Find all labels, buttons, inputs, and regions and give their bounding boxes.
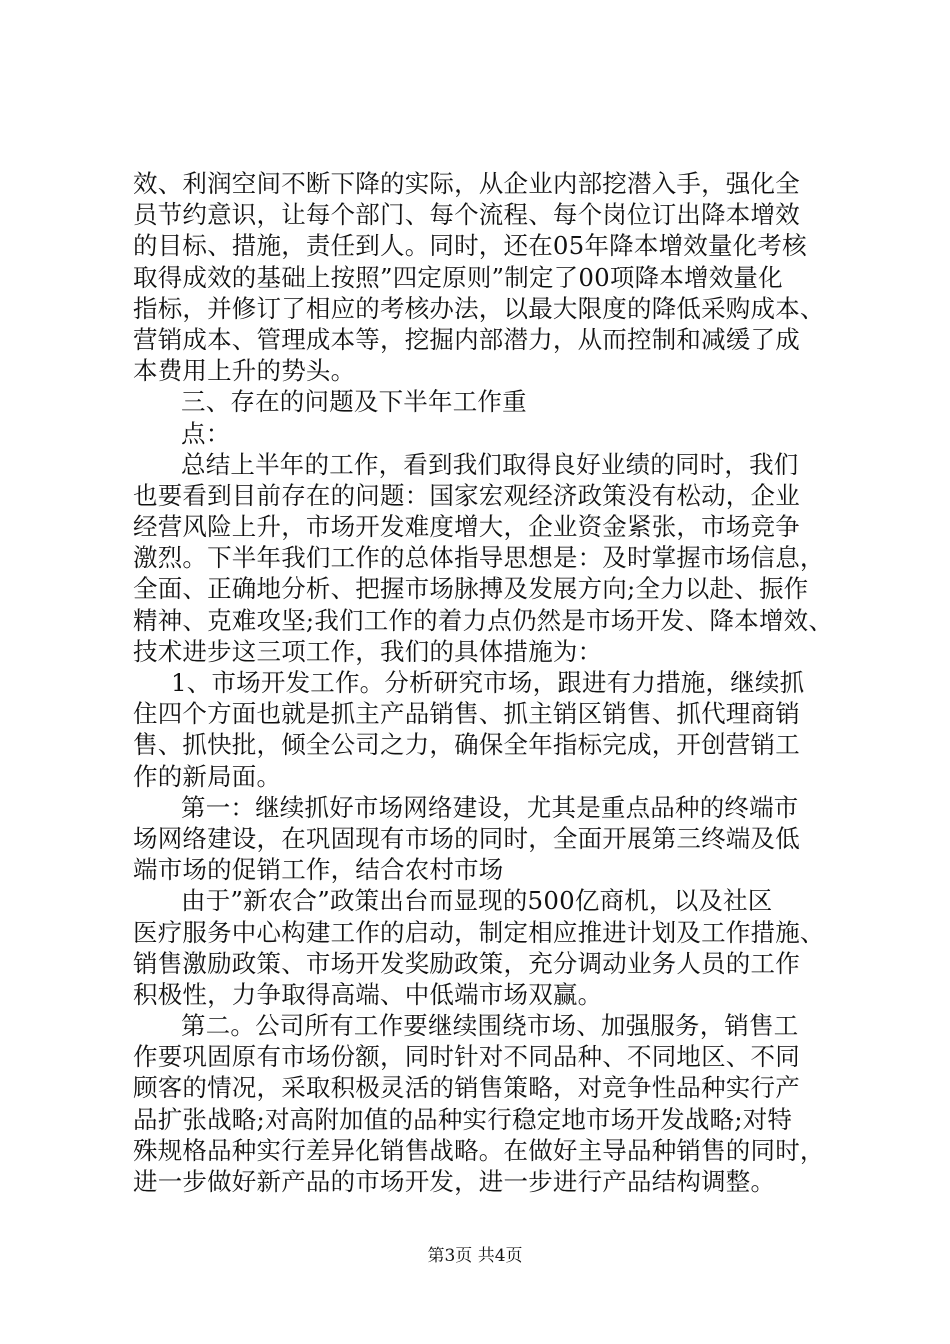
- text-line: 住四个方面也就是抓主产品销售、抓主销区销售、抓代理商销: [133, 699, 800, 729]
- text-line: 效、利润空间不断下降的实际，从企业内部挖潜入手，强化全: [133, 169, 800, 198]
- text-line: 端市场的促销工作，结合农村市场: [133, 855, 504, 885]
- text-line: 激烈。下半年我们工作的总体指导思想是：及时掌握市场信息，: [133, 543, 825, 573]
- numbered-item: 1、市场开发工作。分析研究市场，跟进有力措施，继续抓: [171, 668, 805, 697]
- text-line: 作要巩固原有市场份额，同时针对不同品种、不同地区、不同: [133, 1042, 800, 1072]
- section-heading-continued: 点：: [181, 418, 231, 448]
- text-line: 顾客的情况，采取积极灵活的销售策略，对竞争性品种实行产: [133, 1073, 800, 1103]
- text-line: 技术进步这三项工作，我们的具体措施为：: [133, 636, 603, 666]
- text-line: 售、抓快批，倾全公司之力，确保全年指标完成，开创营销工: [133, 730, 800, 760]
- text-line: 销售激励政策、市场开发奖励政策，充分调动业务人员的工作: [133, 948, 800, 978]
- text-line: 作的新局面。: [133, 761, 282, 791]
- document-body: [133, 168, 853, 1197]
- text-line: 全面、正确地分析、把握市场脉搏及发展方向;全力以赴、振作: [133, 574, 809, 604]
- text-line: 第二。公司所有工作要继续围绕市场、加强服务，销售工: [181, 1011, 799, 1041]
- page-number: 第3页 共4页: [427, 1246, 523, 1266]
- text-line: 第一：继续抓好市场网络建设，尤其是重点品种的终端市: [181, 792, 799, 822]
- text-line: 营销成本、管理成本等，挖掘内部潜力，从而控制和减缓了成: [133, 324, 800, 354]
- text-line: 医疗服务中心构建工作的启动，制定相应推进计划及工作措施、: [133, 917, 825, 947]
- text-line: 由于”新农合”政策出台而显现的500亿商机，以及社区: [181, 886, 773, 916]
- text-line: 本费用上升的势头。: [133, 356, 356, 386]
- text-line: 指标，并修订了相应的考核办法，以最大限度的降低采购成本、: [133, 293, 825, 323]
- text-line: 精神、克难攻坚;我们工作的着力点仍然是市场开发、降本增效、: [133, 605, 834, 635]
- text-line: 场网络建设，在巩固现有市场的同时，全面开展第三终端及低: [133, 823, 800, 853]
- text-line: 殊规格品种实行差异化销售战略。在做好主导品种销售的同时，: [133, 1135, 825, 1165]
- text-line: 取得成效的基础上按照”四定原则”制定了00项降本增效量化: [133, 262, 783, 292]
- text-line: 进一步做好新产品的市场开发，进一步进行产品结构调整。: [133, 1167, 776, 1196]
- section-heading: 三、存在的问题及下半年工作重: [181, 387, 527, 417]
- text-line: 经营风险上升，市场开发难度增大，企业资金紧张，市场竞争: [133, 512, 800, 542]
- text-line: 员节约意识，让每个部门、每个流程、每个岗位订出降本增效: [133, 200, 800, 230]
- text-line: 也要看到目前存在的问题：国家宏观经济政策没有松动，企业: [133, 480, 800, 510]
- text-line: 的目标、措施，责任到人。同时，还在05年降本增效量化考核: [133, 231, 807, 261]
- text-line: 积极性，力争取得高端、中低端市场双赢。: [133, 979, 603, 1009]
- text-line: 品扩张战略;对高附加值的品种实行稳定地市场开发战略;对特: [133, 1104, 793, 1134]
- text-line: 总结上半年的工作，看到我们取得良好业绩的同时，我们: [181, 449, 799, 479]
